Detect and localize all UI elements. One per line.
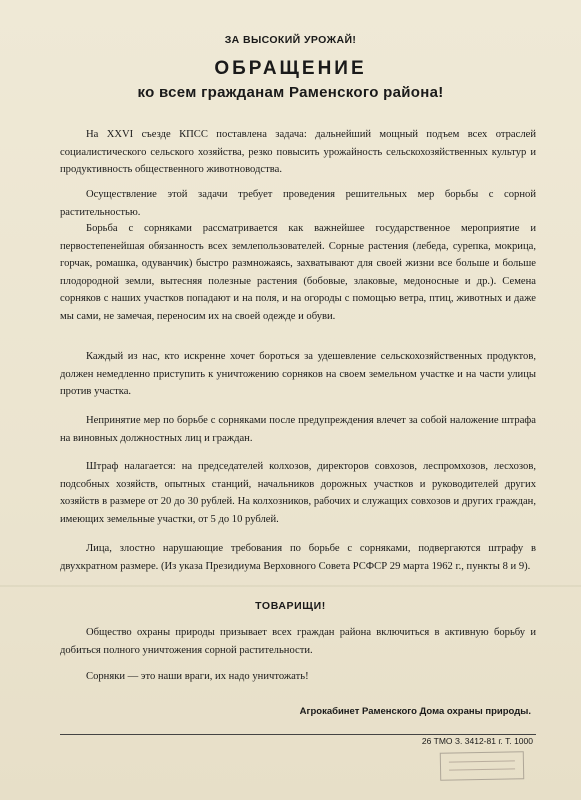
paragraph-task: Осуществление этой задачи требует проведения решительных мер борьбы с сорной растительностью. <box>60 189 536 218</box>
paragraph-each-of-us: Каждый из нас, кто искренне хочет бороться за удешевление сельскохозяйственных продуктов, должен немедленно приступить к уничтожению сорняков на своем земельном участке и на части улицы против участка. <box>60 351 536 397</box>
document-title: ОБРАЩЕНИЕ <box>214 58 367 79</box>
library-stamp <box>440 751 524 780</box>
comrades-heading: ТОВАРИЩИ! <box>255 600 326 612</box>
paper-fold <box>0 585 581 587</box>
paragraph-fine: Штраф налагается: на председателей колхозов, директоров совхозов, леспромхозов, лесхозов, подсобных хозяйств, опытных станций, начальников дорожных участков и руководителей других хозяйств в размере от 20 до 30 рублей. На колхозников, рабочих и служащих совхозов и других граждан, имеющих земельные участки, от 5 до 10 рублей. <box>60 461 536 525</box>
paragraph-congress: На XXVI съезде КПСС поставлена задача: дальнейший мощный подъем всех отраслей социалистического сельского хозяйства, резко повысить урожайность сельскохозяйственных культур и продуктивность общественного животноводства. <box>60 129 536 175</box>
document-subtitle: ко всем гражданам Раменского района! <box>137 84 444 101</box>
paragraph-double-fine: Лица, злостно нарушающие требования по борьбе с сорняками, подвергаются штрафу в двухкратном размере. (Из указа Президиума Верховного Совета РСФСР 29 марта 1962 г., пункты 8 и 9). <box>60 543 536 572</box>
paragraph-weeds: Борьба с сорняками рассматривается как важнейшее государственное мероприятие и первостепенейшая обязанность всех землепользователей. Сорные растения (лебеда, сурепка, мокрица, горчак, ромашка, одуванчик) быстро размножаясь, захватывают для своей жизни все больше и больше плодородной земли, вытесняя полезные растения (бобовые, злаковые, медоносные и др.). Семена сорняков с наших участков попадают и на поля, и на огороды с помощью ветра, птиц, животных и даже мы сами, не замечая, переносим их на своей одежде и обуви. <box>60 223 536 322</box>
printing-imprint: 26 ТМО З. 3412-81 г. Т. 1000 <box>421 736 533 746</box>
footer-rule <box>60 734 536 735</box>
paragraph-penalty: Непринятие мер по борьбе с сорняками после предупреждения влечет за собой наложение штрафа на виновных должностных лиц и граждан. <box>60 415 536 444</box>
paragraph-slogan: Сорняки — это наши враги, их надо уничтожать! <box>86 671 309 682</box>
tagline: ЗА ВЫСОКИЙ УРОЖАЙ! <box>224 34 357 46</box>
signature: Агрокабинет Раменского Дома охраны природы. <box>299 706 531 717</box>
paragraph-society-appeal: Общество охраны природы призывает всех граждан района включиться в активную борьбу и добиться полного уничтожения сорной растительности. <box>60 627 536 656</box>
